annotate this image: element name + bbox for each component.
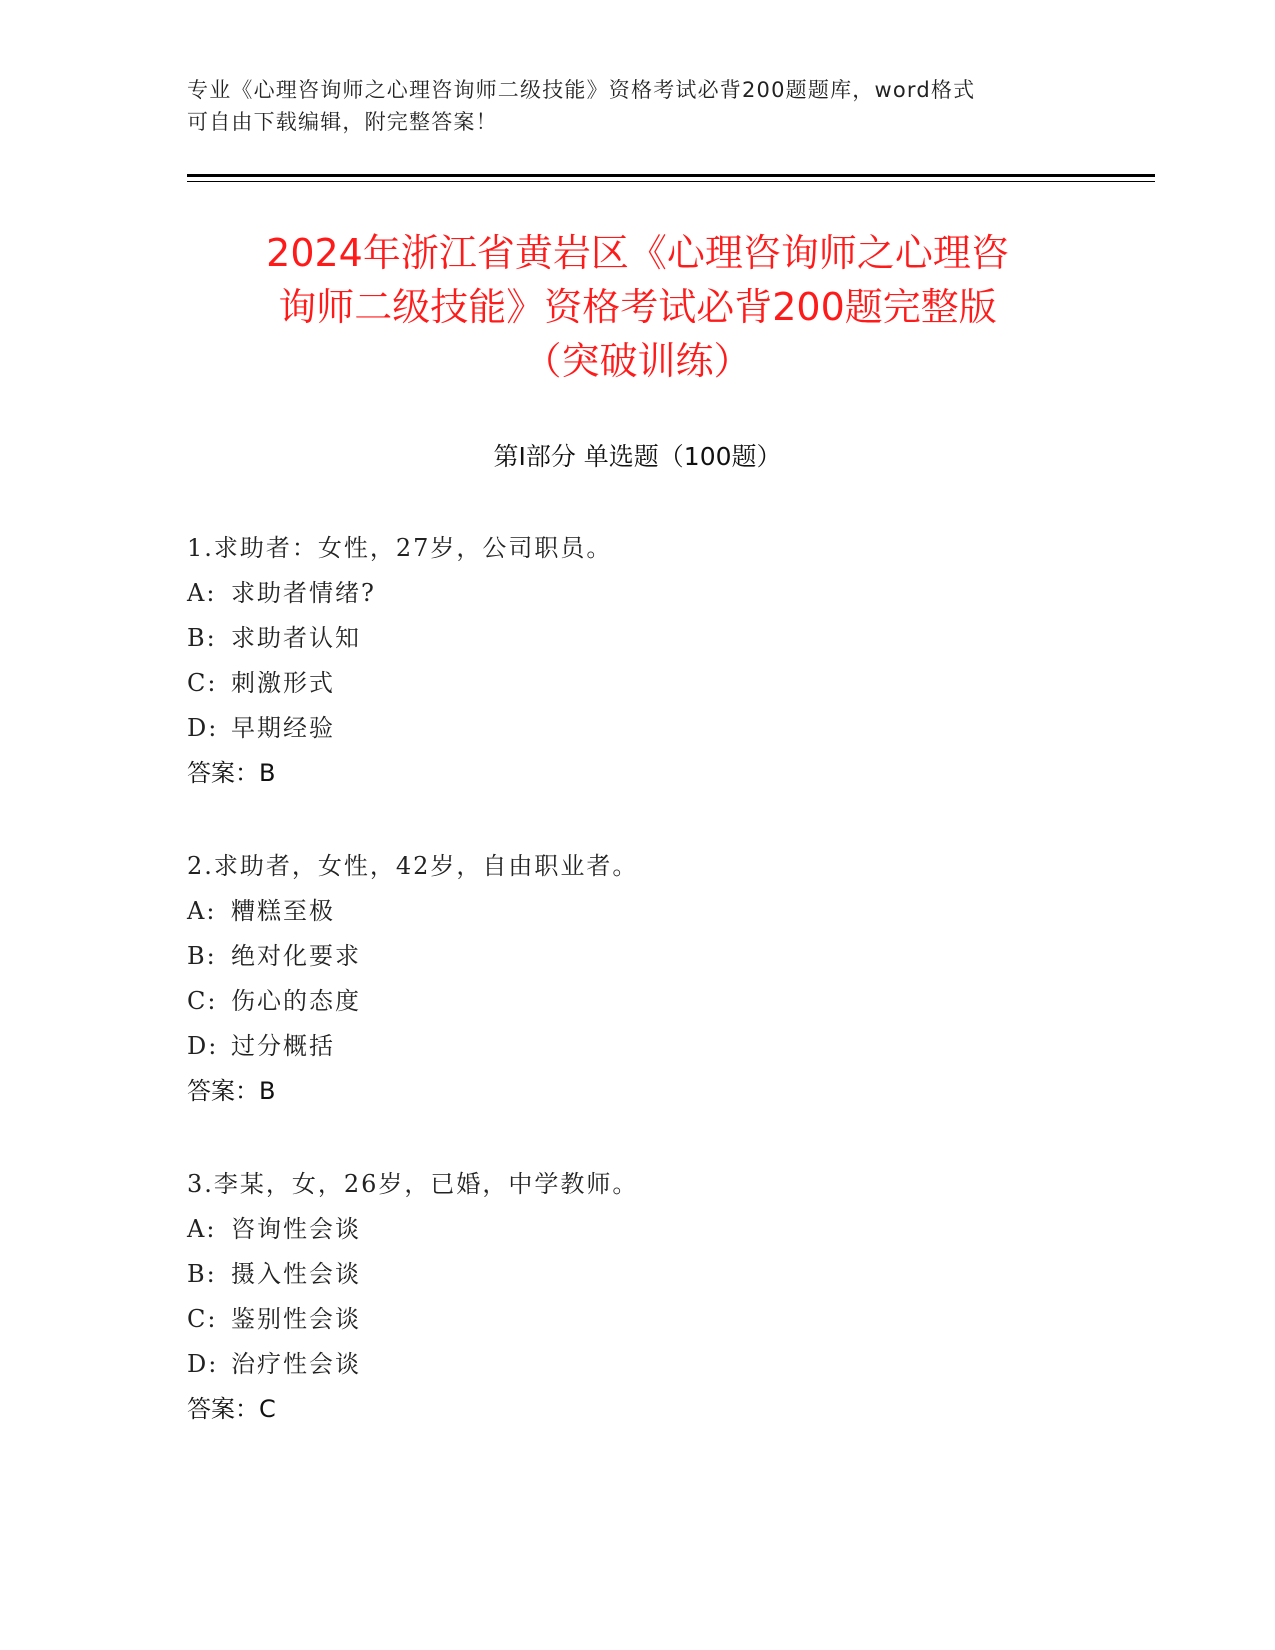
option-a (187, 889, 1087, 934)
document-title (160, 226, 1115, 388)
option-d (187, 1024, 1087, 1069)
option-key: B: (187, 942, 217, 970)
option-a (187, 1207, 1087, 1252)
option-text: 过分概括 (231, 1032, 335, 1060)
option-key: D: (187, 714, 219, 742)
option-key: C: (187, 987, 218, 1015)
option-text: 咨询性会谈 (231, 1215, 361, 1243)
option-d (187, 1342, 1087, 1387)
option-a (187, 571, 1087, 616)
option-d (187, 706, 1087, 751)
question-stem: 2.求助者，女性，42岁，自由职业者。 (187, 852, 639, 880)
answer-line: 答案：B (187, 1077, 276, 1105)
option-text: 求助者情绪? (231, 579, 376, 607)
option-b (187, 1252, 1087, 1297)
option-text: 糟糕至极 (231, 897, 335, 925)
option-key: D: (187, 1350, 219, 1378)
option-text: 早期经验 (231, 714, 335, 742)
option-text: 刺激形式 (231, 669, 335, 697)
option-key: D: (187, 1032, 219, 1060)
option-key: B: (187, 624, 217, 652)
option-text: 鉴别性会谈 (231, 1305, 361, 1333)
option-key: C: (187, 1305, 218, 1333)
document-title-line-1: 2024年浙江省黄岩区《心理咨询师之心理咨 (266, 231, 1009, 275)
document-title-line-2: 询师二级技能》资格考试必背200题完整版 (278, 285, 997, 329)
section-heading: 第Ⅰ部分 单选题（100题） (493, 442, 782, 471)
question-stem: 1.求助者：女性，27岁，公司职员。 (187, 534, 613, 562)
question-1 (187, 526, 1087, 796)
option-text: 伤心的态度 (231, 987, 361, 1015)
header-note-line-1: 专业《心理咨询师之心理咨询师二级技能》资格考试必背200题题库，word格式 (187, 78, 976, 102)
option-c (187, 661, 1087, 706)
document-title-line-3: （突破训练） (523, 339, 752, 383)
option-key: A: (187, 579, 217, 607)
header-rule-thick (187, 174, 1155, 177)
option-key: A: (187, 897, 217, 925)
option-b (187, 934, 1087, 979)
option-text: 摄入性会谈 (231, 1260, 361, 1288)
option-c (187, 1297, 1087, 1342)
question-stem: 3.李某，女，26岁，已婚，中学教师。 (187, 1170, 639, 1198)
option-c (187, 979, 1087, 1024)
header-rule-thin (187, 181, 1155, 182)
option-text: 治疗性会谈 (231, 1350, 361, 1378)
option-text: 绝对化要求 (231, 942, 361, 970)
option-key: A: (187, 1215, 217, 1243)
answer-line: 答案：B (187, 759, 276, 787)
option-key: B: (187, 1260, 217, 1288)
option-b (187, 616, 1087, 661)
header-note-line-2: 可自由下载编辑，附完整答案！ (187, 110, 498, 134)
question-3 (187, 1162, 1087, 1432)
option-key: C: (187, 669, 218, 697)
question-2 (187, 844, 1087, 1114)
option-text: 求助者认知 (231, 624, 361, 652)
header-note (187, 74, 1087, 138)
answer-line: 答案：C (187, 1395, 276, 1423)
